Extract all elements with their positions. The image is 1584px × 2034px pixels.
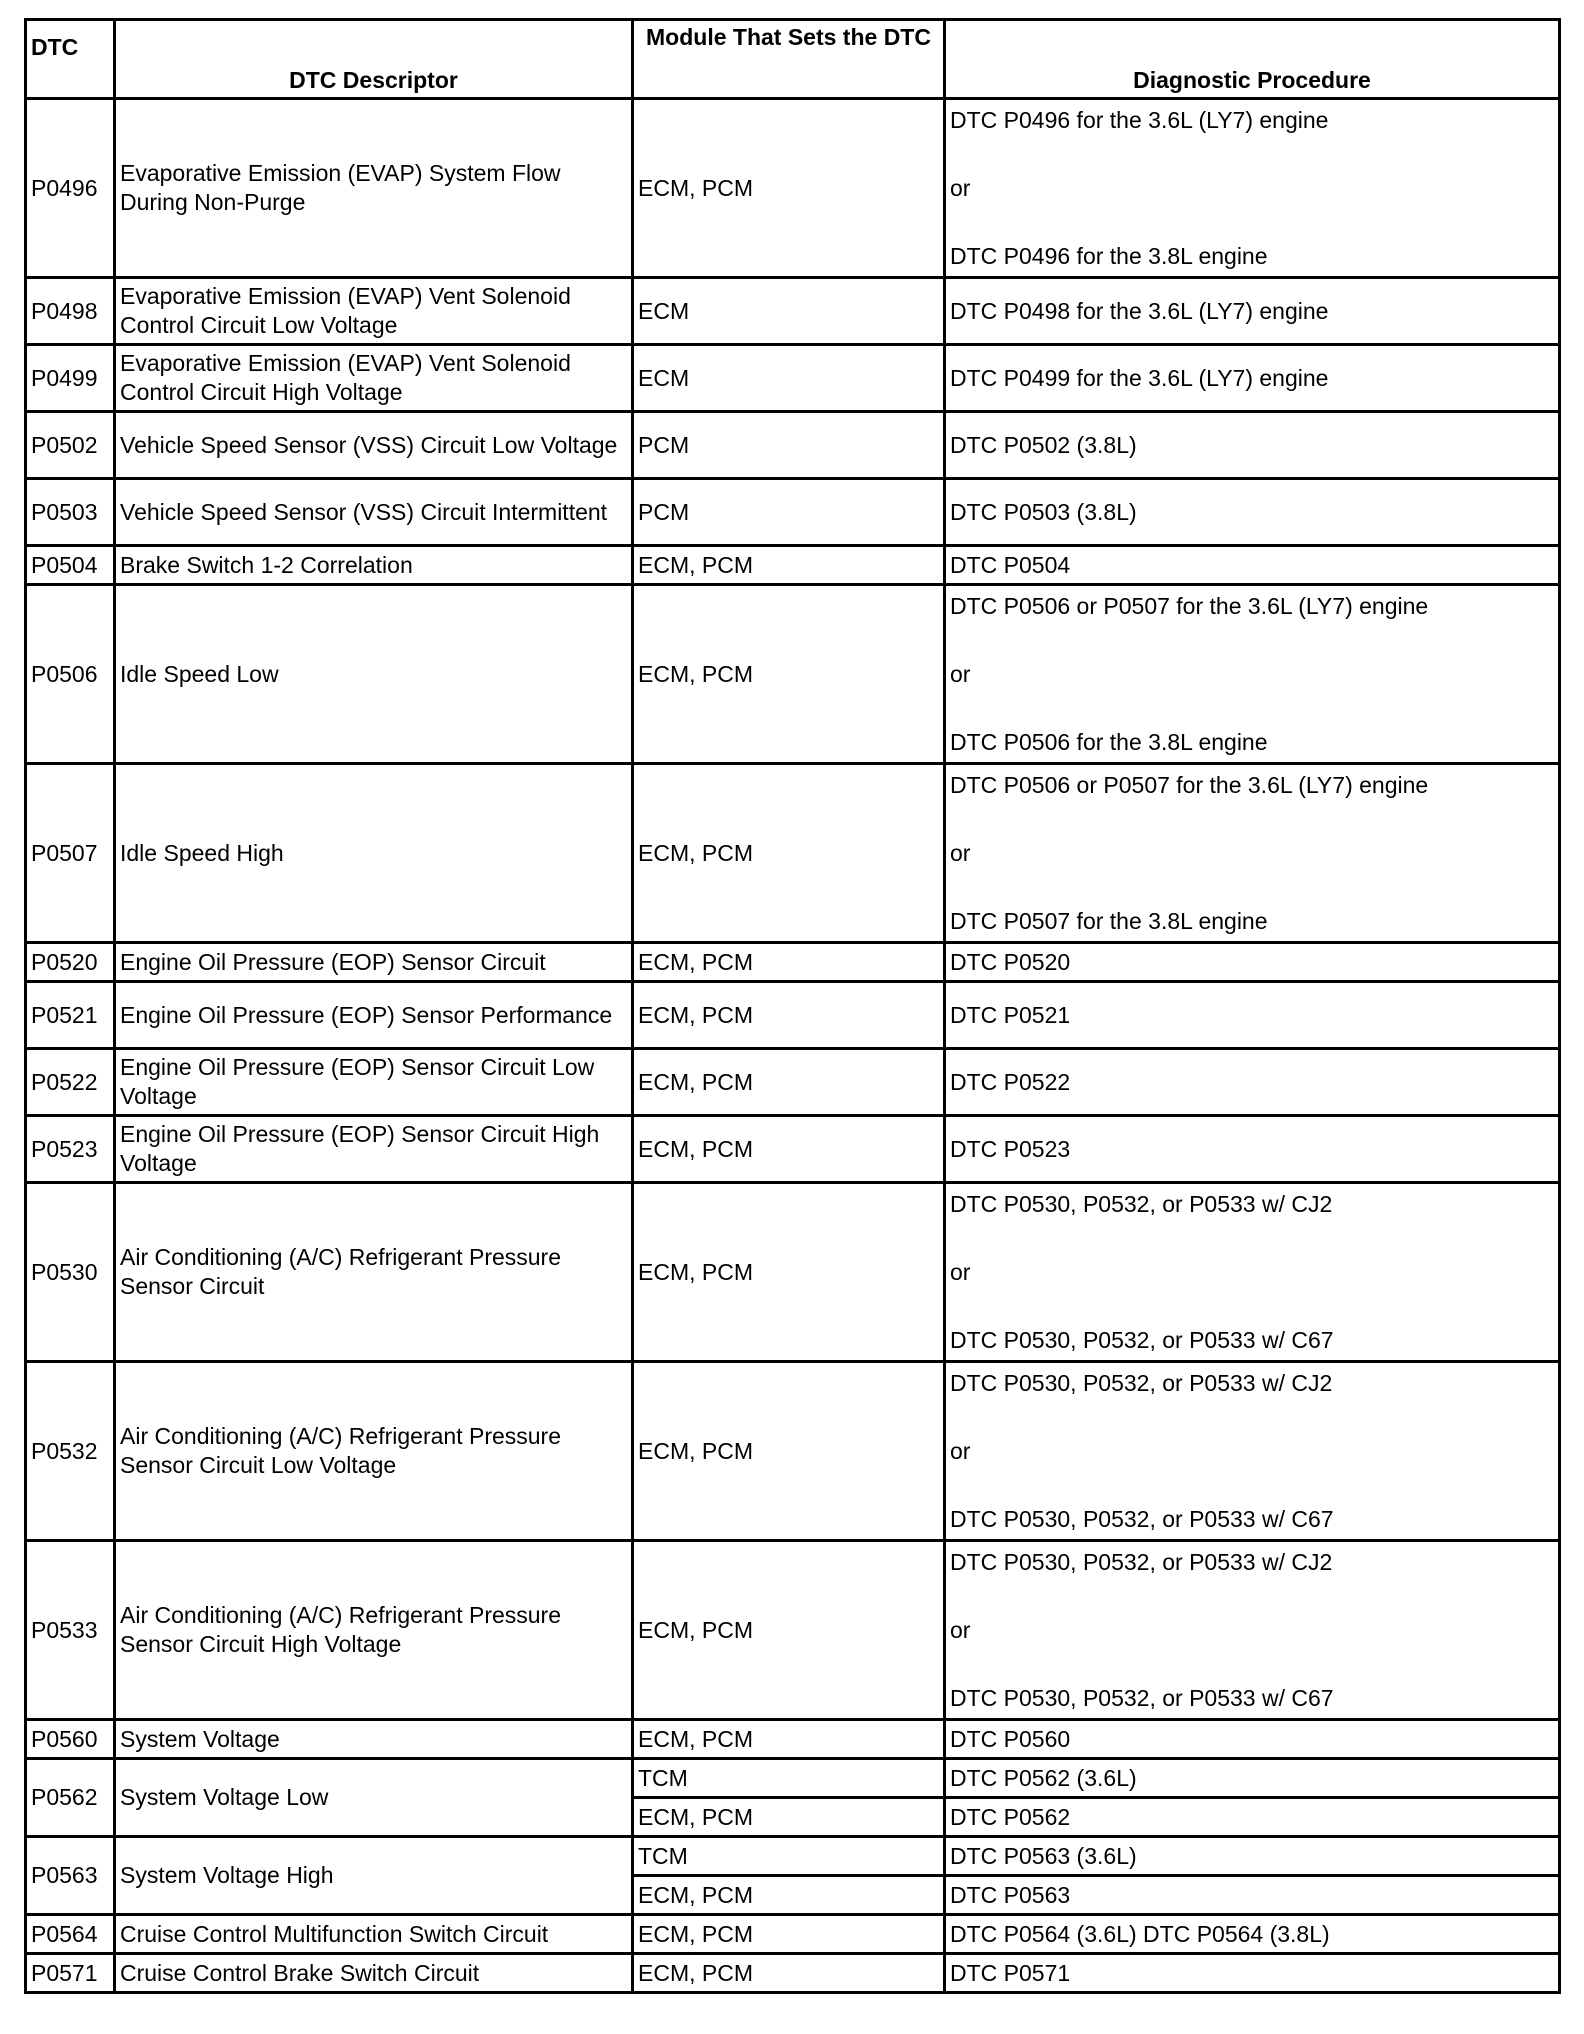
table-row bbox=[26, 345, 1560, 412]
module: PCM bbox=[633, 479, 945, 546]
table-row bbox=[26, 1837, 1560, 1876]
dtc-descriptor: Vehicle Speed Sensor (VSS) Circuit Low Voltage bbox=[115, 412, 633, 479]
procedure-line: DTC P0506 for the 3.8L engine bbox=[950, 728, 1268, 755]
module: ECM, PCM bbox=[633, 1049, 945, 1116]
dtc-code: P0562 bbox=[26, 1759, 115, 1837]
table-row bbox=[26, 479, 1560, 546]
procedure-line: DTC P0530, P0532, or P0533 w/ C67 bbox=[950, 1505, 1334, 1532]
procedure-line: DTC P0507 for the 3.8L engine bbox=[950, 907, 1268, 934]
table-body bbox=[26, 99, 1560, 1993]
procedure: DTC P0520 bbox=[945, 943, 1560, 982]
procedure-line: DTC P0506 or P0507 for the 3.6L (LY7) engine bbox=[950, 592, 1429, 619]
procedure: DTC P0560 bbox=[945, 1720, 1560, 1759]
dtc-code: P0499 bbox=[26, 345, 115, 412]
procedure: DTC P0504 bbox=[945, 546, 1560, 585]
procedure-line: DTC P0530, P0532, or P0533 w/ C67 bbox=[950, 1684, 1334, 1711]
table-row bbox=[26, 982, 1560, 1049]
table-row bbox=[26, 1720, 1560, 1759]
dtc-code: P0507 bbox=[26, 764, 115, 943]
dtc-descriptor: Air Conditioning (A/C) Refrigerant Pressure Sensor Circuit bbox=[115, 1183, 633, 1362]
dtc-descriptor: Evaporative Emission (EVAP) Vent Solenoid Control Circuit Low Voltage bbox=[115, 278, 633, 345]
module: ECM, PCM bbox=[633, 943, 945, 982]
table-row bbox=[26, 585, 1560, 764]
procedure: DTC P0563 (3.6L) bbox=[945, 1837, 1560, 1876]
procedure-line: DTC P0530, P0532, or P0533 w/ CJ2 bbox=[950, 1548, 1333, 1575]
procedure-line: or bbox=[950, 174, 971, 201]
table-row bbox=[26, 278, 1560, 345]
procedure: DTC P0564 (3.6L) DTC P0564 (3.8L) bbox=[945, 1915, 1560, 1954]
module: ECM, PCM bbox=[633, 585, 945, 764]
dtc-code: P0530 bbox=[26, 1183, 115, 1362]
header-descriptor: DTC Descriptor bbox=[115, 20, 633, 99]
procedure-line: DTC P0530, P0532, or P0533 w/ CJ2 bbox=[950, 1190, 1333, 1217]
module: ECM, PCM bbox=[633, 1915, 945, 1954]
module: ECM, PCM bbox=[633, 1954, 945, 1993]
dtc-descriptor: Cruise Control Brake Switch Circuit bbox=[115, 1954, 633, 1993]
dtc-code: P0571 bbox=[26, 1954, 115, 1993]
procedure: DTC P0498 for the 3.6L (LY7) engine bbox=[945, 278, 1560, 345]
dtc-descriptor: System Voltage Low bbox=[115, 1759, 633, 1837]
dtc-descriptor: Idle Speed Low bbox=[115, 585, 633, 764]
procedure: DTC P0523 bbox=[945, 1116, 1560, 1183]
dtc-code: P0520 bbox=[26, 943, 115, 982]
table-row bbox=[26, 412, 1560, 479]
table-row bbox=[26, 546, 1560, 585]
module: ECM, PCM bbox=[633, 1798, 945, 1837]
dtc-descriptor: Vehicle Speed Sensor (VSS) Circuit Intermittent bbox=[115, 479, 633, 546]
dtc-descriptor: System Voltage bbox=[115, 1720, 633, 1759]
procedure bbox=[945, 1541, 1560, 1720]
dtc-code: P0522 bbox=[26, 1049, 115, 1116]
dtc-table-container bbox=[24, 18, 1558, 1994]
module: ECM, PCM bbox=[633, 1876, 945, 1915]
procedure-line: or bbox=[950, 839, 971, 866]
dtc-code: P0498 bbox=[26, 278, 115, 345]
table-row bbox=[26, 1362, 1560, 1541]
procedure: DTC P0522 bbox=[945, 1049, 1560, 1116]
table-row bbox=[26, 1541, 1560, 1720]
header-row bbox=[26, 20, 1560, 99]
table-row bbox=[26, 99, 1560, 278]
dtc-code: P0564 bbox=[26, 1915, 115, 1954]
module: ECM, PCM bbox=[633, 1720, 945, 1759]
header-procedure: Diagnostic Procedure bbox=[945, 20, 1560, 99]
procedure: DTC P0562 (3.6L) bbox=[945, 1759, 1560, 1798]
table-row bbox=[26, 764, 1560, 943]
module: TCM bbox=[633, 1759, 945, 1798]
procedure bbox=[945, 99, 1560, 278]
dtc-descriptor: Evaporative Emission (EVAP) System Flow During Non-Purge bbox=[115, 99, 633, 278]
table-row bbox=[26, 1954, 1560, 1993]
dtc-descriptor: Engine Oil Pressure (EOP) Sensor Circuit bbox=[115, 943, 633, 982]
dtc-code: P0521 bbox=[26, 982, 115, 1049]
module: ECM bbox=[633, 345, 945, 412]
table-row bbox=[26, 1116, 1560, 1183]
procedure-line: or bbox=[950, 1437, 971, 1464]
dtc-code: P0560 bbox=[26, 1720, 115, 1759]
module: ECM, PCM bbox=[633, 546, 945, 585]
table-row bbox=[26, 1183, 1560, 1362]
table-row bbox=[26, 1759, 1560, 1798]
dtc-descriptor: Engine Oil Pressure (EOP) Sensor Circuit Low Voltage bbox=[115, 1049, 633, 1116]
procedure bbox=[945, 585, 1560, 764]
dtc-code: P0503 bbox=[26, 479, 115, 546]
dtc-descriptor: Engine Oil Pressure (EOP) Sensor Circuit High Voltage bbox=[115, 1116, 633, 1183]
dtc-descriptor: Evaporative Emission (EVAP) Vent Solenoid Control Circuit High Voltage bbox=[115, 345, 633, 412]
module: ECM bbox=[633, 278, 945, 345]
dtc-code: P0533 bbox=[26, 1541, 115, 1720]
procedure bbox=[945, 1183, 1560, 1362]
module: ECM, PCM bbox=[633, 982, 945, 1049]
procedure: DTC P0502 (3.8L) bbox=[945, 412, 1560, 479]
procedure-line: or bbox=[950, 1616, 971, 1643]
dtc-descriptor: Brake Switch 1-2 Correlation bbox=[115, 546, 633, 585]
dtc-descriptor: Engine Oil Pressure (EOP) Sensor Performance bbox=[115, 982, 633, 1049]
dtc-code: P0563 bbox=[26, 1837, 115, 1915]
dtc-descriptor: System Voltage High bbox=[115, 1837, 633, 1915]
procedure-line: DTC P0530, P0532, or P0533 w/ C67 bbox=[950, 1326, 1334, 1353]
table-row bbox=[26, 1049, 1560, 1116]
dtc-descriptor: Air Conditioning (A/C) Refrigerant Pressure Sensor Circuit Low Voltage bbox=[115, 1362, 633, 1541]
dtc-code: P0506 bbox=[26, 585, 115, 764]
procedure: DTC P0499 for the 3.6L (LY7) engine bbox=[945, 345, 1560, 412]
procedure: DTC P0563 bbox=[945, 1876, 1560, 1915]
dtc-descriptor: Idle Speed High bbox=[115, 764, 633, 943]
module: ECM, PCM bbox=[633, 1362, 945, 1541]
header-module: Module That Sets the DTC bbox=[633, 20, 945, 99]
procedure: DTC P0521 bbox=[945, 982, 1560, 1049]
dtc-code: P0504 bbox=[26, 546, 115, 585]
dtc-table bbox=[24, 18, 1561, 1994]
module: ECM, PCM bbox=[633, 1541, 945, 1720]
table-row bbox=[26, 1915, 1560, 1954]
procedure: DTC P0571 bbox=[945, 1954, 1560, 1993]
procedure-line: DTC P0496 for the 3.8L engine bbox=[950, 242, 1268, 269]
procedure: DTC P0562 bbox=[945, 1798, 1560, 1837]
module: PCM bbox=[633, 412, 945, 479]
module: ECM, PCM bbox=[633, 764, 945, 943]
module: TCM bbox=[633, 1837, 945, 1876]
dtc-code: P0532 bbox=[26, 1362, 115, 1541]
procedure bbox=[945, 764, 1560, 943]
table-row bbox=[26, 943, 1560, 982]
procedure: DTC P0503 (3.8L) bbox=[945, 479, 1560, 546]
module: ECM, PCM bbox=[633, 1183, 945, 1362]
procedure bbox=[945, 1362, 1560, 1541]
dtc-descriptor: Air Conditioning (A/C) Refrigerant Pressure Sensor Circuit High Voltage bbox=[115, 1541, 633, 1720]
header-dtc: DTC bbox=[26, 20, 115, 99]
procedure-line: DTC P0506 or P0507 for the 3.6L (LY7) engine bbox=[950, 771, 1429, 798]
module: ECM, PCM bbox=[633, 99, 945, 278]
module: ECM, PCM bbox=[633, 1116, 945, 1183]
procedure-line: or bbox=[950, 660, 971, 687]
dtc-code: P0496 bbox=[26, 99, 115, 278]
dtc-descriptor: Cruise Control Multifunction Switch Circuit bbox=[115, 1915, 633, 1954]
procedure-line: DTC P0530, P0532, or P0533 w/ CJ2 bbox=[950, 1369, 1333, 1396]
dtc-code: P0502 bbox=[26, 412, 115, 479]
procedure-line: or bbox=[950, 1258, 971, 1285]
dtc-code: P0523 bbox=[26, 1116, 115, 1183]
procedure-line: DTC P0496 for the 3.6L (LY7) engine bbox=[950, 106, 1329, 133]
